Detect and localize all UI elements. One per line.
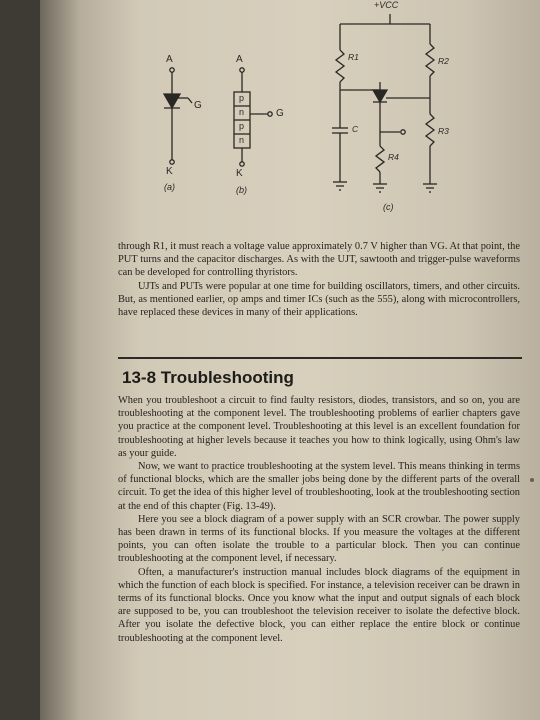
layer-4: n [239,135,245,145]
put-figure [40,0,540,230]
layer-1: p [239,93,245,103]
gate-label-b: G [276,108,284,119]
section-rule [118,357,522,359]
caption-c: (c) [383,202,394,212]
section-paragraph-2: Now, we want to practice troubleshooting at the system level. This means thinking in terms of functional blocks, which are the smaller jobs being done by the different parts of the overall circuit. To get the idea of this higher level of troubleshooting, look at the troubleshooting section at the end of this chapter (Fig. 13-49). [118,461,520,512]
r4-label: R4 [388,152,399,162]
layer-3: p [239,121,245,131]
section-text [118,394,520,645]
section-paragraph-3: Here you see a block diagram of a power supply with an SCR crowbar. The power supply has been drawn in terms of its functional blocks. If you measure the voltages at the different points, you can often isolate the trouble to a particular block. Then you can continue troubleshooting at the component level, if necessary. [118,513,520,565]
caption-b: (b) [236,185,247,195]
book-page [40,0,540,720]
anode-label-b: A [236,54,243,65]
anode-label-a: A [166,54,173,65]
gate-label-a: G [194,100,202,111]
put-schematic [40,0,540,230]
vcc-label: +VCC [374,0,399,10]
section-paragraph-4: Often, a manufacturer's instruction manual includes block diagrams of the equipment in which the function of each block is specified. For instance, a television receiver can be drawn in terms of its functional blocks. Once you know what the input and output signals of each block are supposed to be, you can troubleshoot the television receiver to isolate the defective block. After you isolate the defective block, you can either replace the entire block or continue troubleshooting at the component level. [118,566,520,644]
caption-a: (a) [164,182,175,192]
r2-label: R2 [438,56,449,66]
margin-mark [530,478,534,482]
section-paragraph-1: When you troubleshoot a circuit to find faulty resistors, diodes, transistors, and so on, you are troubleshooting at the component level. The troubleshooting problems of earlier chapters gave you practice at the component level. Troubleshooting at this level is an excellent foundation for troubleshooting at higher levels because it teaches you how to think logically, using Ohm's law as your guide. [118,395,520,459]
intro-paragraph-2: UJTs and PUTs were popular at one time for building oscillators, timers, and other circuits. But, as mentioned earlier, op amps and timer ICs (such as the 555), along with microcontrollers, have replaced these devices in many of their applications. [118,280,520,319]
cathode-label-a: K [166,166,173,177]
intro-paragraph-1: through R1, it must reach a voltage value approximately 0.7 V higher than VG. At that point, the PUT turns and the capacitor discharges. As with the UJT, sawtooth and trigger-pulse waveforms can be developed for controlling thyristors. [118,241,520,279]
r1-label: R1 [348,52,359,62]
cathode-label-b: K [236,168,243,179]
layer-2: n [239,107,245,117]
intro-text [118,240,520,319]
capacitor-label: C [352,124,359,134]
r3-label: R3 [438,126,449,136]
section-heading: 13-8 Troubleshooting [122,368,294,387]
